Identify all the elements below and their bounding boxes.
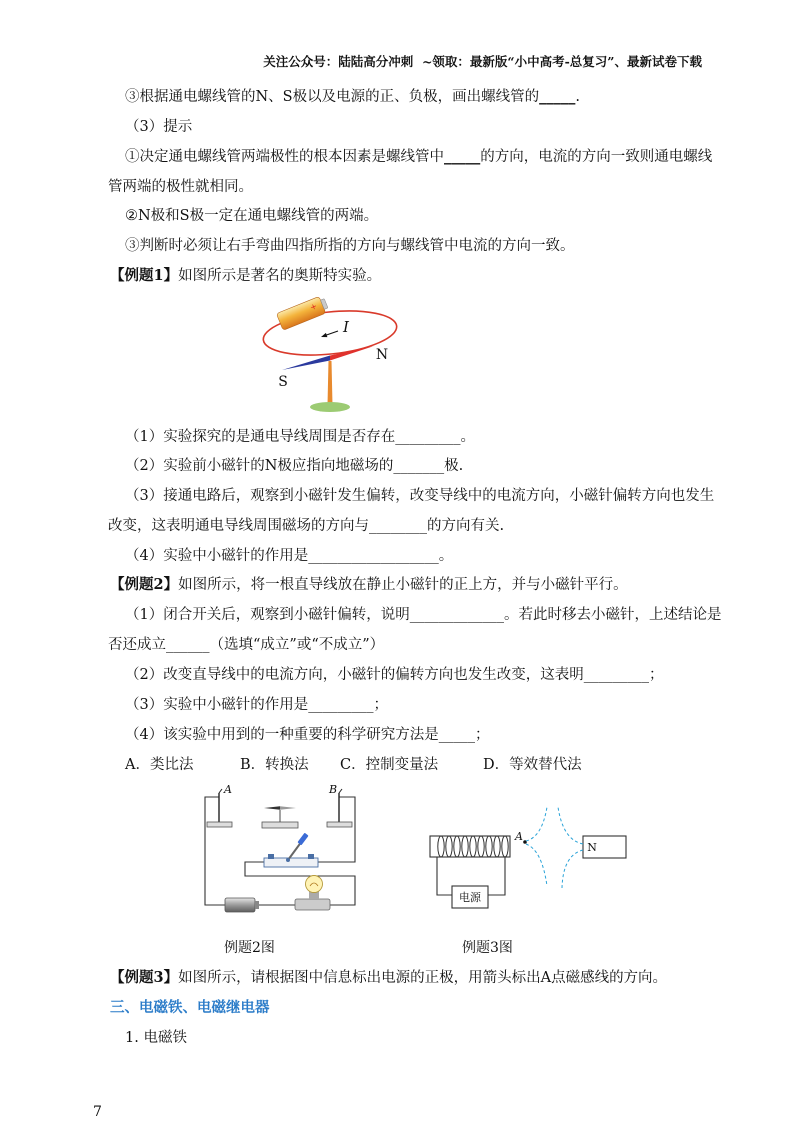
post-b-base	[327, 822, 352, 827]
example2-stem: 如图所示，将一根直导线放在静止小磁针的正上方，并与小磁针平行。	[178, 577, 628, 593]
example1-stem: 如图所示是著名的奥斯特实验。	[178, 268, 382, 284]
field-line-left-lower	[526, 844, 547, 886]
tip3: ③判断时必须让右手弯曲四指所指的方向与螺线管中电流的方向一致。	[125, 238, 575, 254]
tip1-blank: _____	[444, 148, 481, 165]
example2-q2: （2）改变直导线中的电流方向，小磁针的偏转方向也发生改变，这表明_________；	[125, 667, 664, 683]
intro-item3-text: ③根据通电螺线管的N、S极以及电源的正、负极，画出螺线管的	[125, 89, 540, 105]
example1-q2: （2）实验前小磁针的N极应指向地磁场的_______极.	[125, 458, 464, 474]
south-pole-label: S	[278, 374, 288, 390]
current-label: I	[343, 318, 349, 336]
example2-q1-continuation: 否还成立______（选填“成立”或“不成立”）	[108, 637, 385, 653]
switch-terminal-left	[268, 854, 274, 859]
wire-solenoid-right	[488, 857, 505, 895]
tip2: ②N极和S极一定在通电螺线管的两端。	[125, 208, 379, 224]
example1-q3-continuation: 改变，这表明通电导线周围磁场的方向与________的方向有关.	[108, 518, 505, 534]
field-line-right-upper	[558, 807, 583, 844]
label-b: B	[328, 783, 338, 796]
example2-q1: （1）闭合开关后，观察到小磁针偏转，说明_____________。若此时移去小磁针，上述结论是	[125, 607, 722, 623]
example2-label: 【例题2】	[110, 576, 179, 593]
intro-item3-end: .	[575, 89, 580, 105]
example1-q4: （4）实验中小磁针的作用是__________________。	[125, 548, 454, 564]
tip1-continuation: 管两端的极性就相同。	[108, 179, 253, 195]
needle-stand-base	[310, 402, 350, 412]
tip1-end: 的方向，电流的方向一致则通电螺线	[480, 149, 713, 165]
current-arrow-head	[321, 333, 327, 337]
post-a-tip	[219, 789, 222, 793]
intro-item3-blank: _____	[539, 88, 576, 105]
intro-item3-line	[125, 87, 580, 107]
example2-circuit-figure	[198, 780, 363, 918]
example1-label: 【例题1】	[110, 267, 179, 284]
magnet-pole-label: N	[587, 841, 597, 854]
switch-handle	[297, 833, 308, 846]
page-number: 7	[93, 1104, 102, 1120]
section-heading: 三、电磁铁、电磁继电器	[110, 999, 270, 1016]
battery	[276, 295, 329, 330]
wire-solenoid-left	[437, 857, 452, 895]
lamp-base	[295, 899, 330, 910]
example2-figure-caption: 例题2图	[224, 940, 275, 956]
switch-hinge	[286, 858, 290, 862]
page-header: 关注公众号：陆陆高分冲刺 ~领取：最新版“小中高考-总复习”、最新试卷下载	[263, 54, 702, 69]
example2-stem-line	[110, 575, 628, 595]
example3-stem-line	[110, 968, 667, 988]
switch-terminal-right	[308, 854, 314, 859]
field-line-left-upper	[526, 807, 547, 841]
section-item-1: 1. 电磁铁	[125, 1030, 187, 1046]
lamp-bulb	[306, 876, 323, 893]
battery-body	[276, 296, 325, 330]
example1-stem-line	[110, 266, 381, 286]
option-b: B．转换法	[240, 757, 309, 773]
needle-stand-post	[328, 361, 333, 405]
label-a: A	[224, 783, 232, 796]
compass-needle-left	[264, 806, 280, 809]
tip1-line	[125, 147, 712, 167]
example3-label: 【例题3】	[110, 969, 179, 986]
example1-q3: （3）接通电路后，观察到小磁针发生偏转，改变导线中的电流方向，小磁针偏转方向也发生	[125, 488, 715, 504]
battery-cell-cap	[255, 901, 259, 909]
wire-right	[316, 797, 355, 862]
option-c: C．控制变量法	[340, 757, 439, 773]
wire-lamp-to-switch	[245, 862, 355, 905]
example3-figure-caption: 例题3图	[462, 940, 513, 956]
compass-base	[262, 822, 298, 828]
oersted-experiment-figure	[250, 295, 400, 417]
example1-q1: （1）实验探究的是通电导线周围是否存在_________。	[125, 429, 475, 445]
north-pole-label: N	[375, 347, 389, 363]
tip1-text: ①决定通电螺线管两端极性的根本因素是螺线管中	[125, 149, 444, 165]
option-d: D．等效替代法	[483, 757, 582, 773]
option-a: A．类比法	[125, 757, 194, 773]
field-line-right-lower	[562, 850, 583, 888]
power-supply-label: 电源	[459, 891, 481, 904]
compass-needle-right	[280, 806, 296, 809]
example3-stem: 如图所示，请根据图中信息标出电源的正极，用箭头标出A点磁感线的方向。	[178, 970, 668, 986]
field-lines	[526, 807, 583, 888]
battery-positive-mark: +	[308, 301, 319, 313]
example2-q4: （4）该实验中用到的一种重要的科学研究方法是_____；	[125, 727, 490, 743]
battery-cell	[225, 898, 255, 912]
example3-solenoid-figure	[422, 800, 632, 915]
needle-south-half	[282, 356, 330, 371]
post-a-base	[207, 822, 232, 827]
tips-heading: （3）提示	[125, 119, 193, 135]
example2-q3: （3）实验中小磁针的作用是_________；	[125, 697, 388, 713]
post-b-tip	[339, 789, 342, 793]
point-a-label: A	[515, 830, 523, 843]
wire-left	[205, 797, 225, 905]
switch-base	[264, 858, 318, 867]
current-arrow-shaft	[327, 331, 339, 335]
